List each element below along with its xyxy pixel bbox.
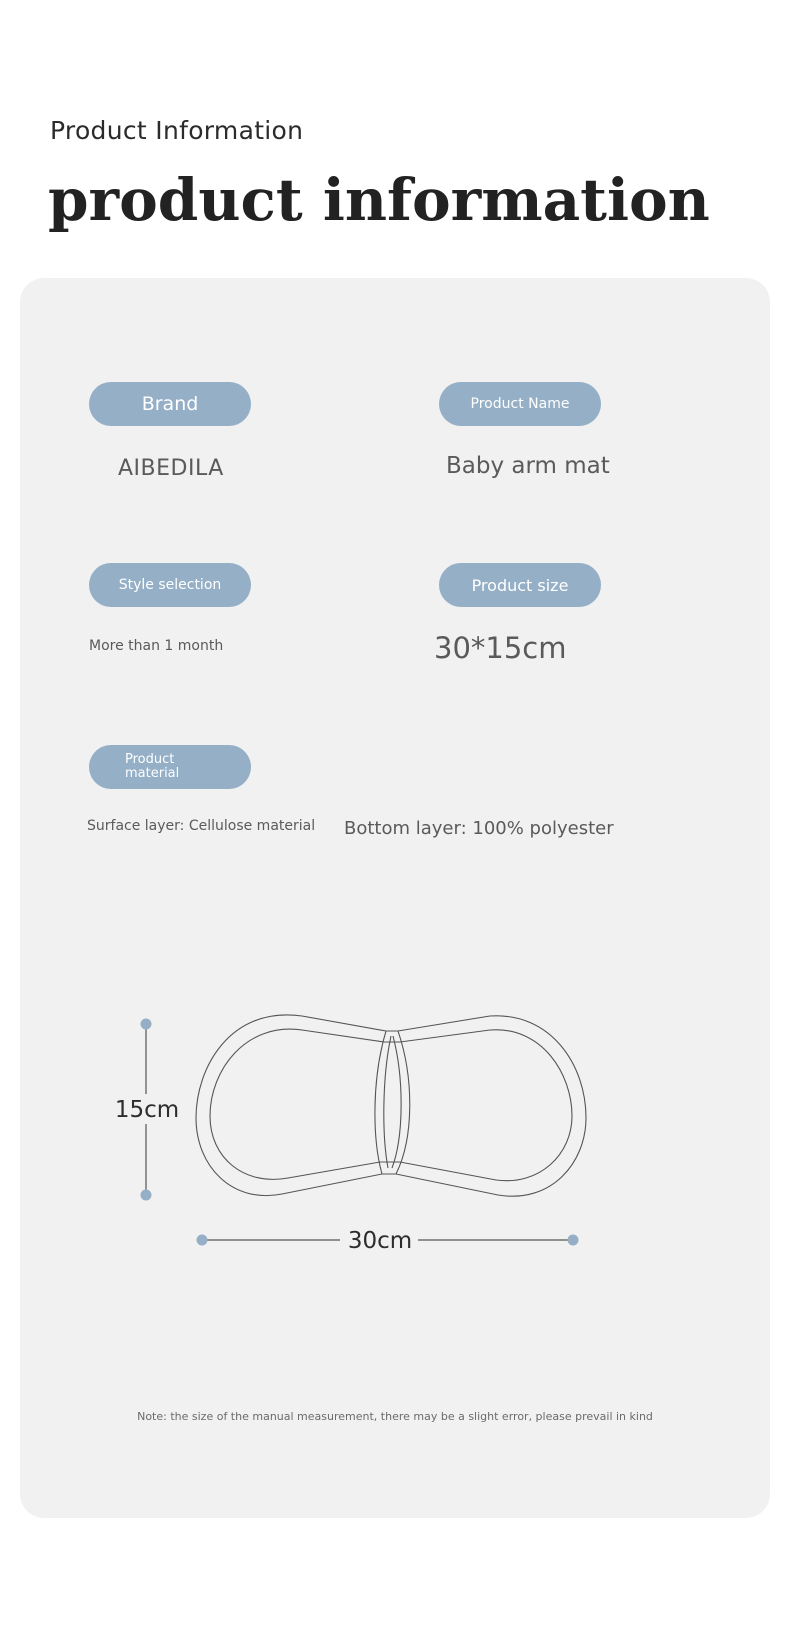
width-dimension-dot-right xyxy=(568,1235,579,1246)
product-material-label-line1: Product xyxy=(125,752,175,767)
page-subtitle: Product Information xyxy=(50,116,304,145)
height-dimension-label: 15cm xyxy=(114,1097,180,1123)
arm-mat-center-seam-inner-right xyxy=(392,1036,401,1168)
arm-mat-dimension-diagram xyxy=(20,278,770,1518)
bottom-layer-value: Bottom layer: 100% polyester xyxy=(344,818,614,839)
width-dimension-dot-left xyxy=(197,1235,208,1246)
page-title: product information xyxy=(48,166,710,234)
product-name-label-pill: Product Name xyxy=(439,382,601,426)
brand-value: AIBEDILA xyxy=(118,456,224,481)
style-selection-value: More than 1 month xyxy=(89,638,224,654)
product-name-value: Baby arm mat xyxy=(446,453,610,479)
arm-mat-center-seam-outer-right xyxy=(396,1031,410,1174)
product-size-value: 30*15cm xyxy=(434,631,567,665)
product-size-label-pill: Product size xyxy=(439,563,601,607)
product-info-panel xyxy=(20,278,770,1518)
height-dimension-dot-bottom xyxy=(141,1190,152,1201)
measurement-note: Note: the size of the manual measurement, there may be a slight error, please prevail in kind xyxy=(137,1410,653,1423)
width-dimension-label: 30cm xyxy=(347,1228,413,1254)
product-material-label-line2: material xyxy=(125,766,180,781)
arm-mat-center-seam-inner xyxy=(384,1036,391,1168)
style-selection-label-pill: Style selection xyxy=(89,563,251,607)
arm-mat-outline xyxy=(196,1015,586,1196)
arm-mat-inner-edge xyxy=(210,1029,572,1181)
height-dimension-dot-top xyxy=(141,1019,152,1030)
surface-layer-value: Surface layer: Cellulose material xyxy=(87,818,316,834)
brand-label-pill: Brand xyxy=(89,382,251,426)
